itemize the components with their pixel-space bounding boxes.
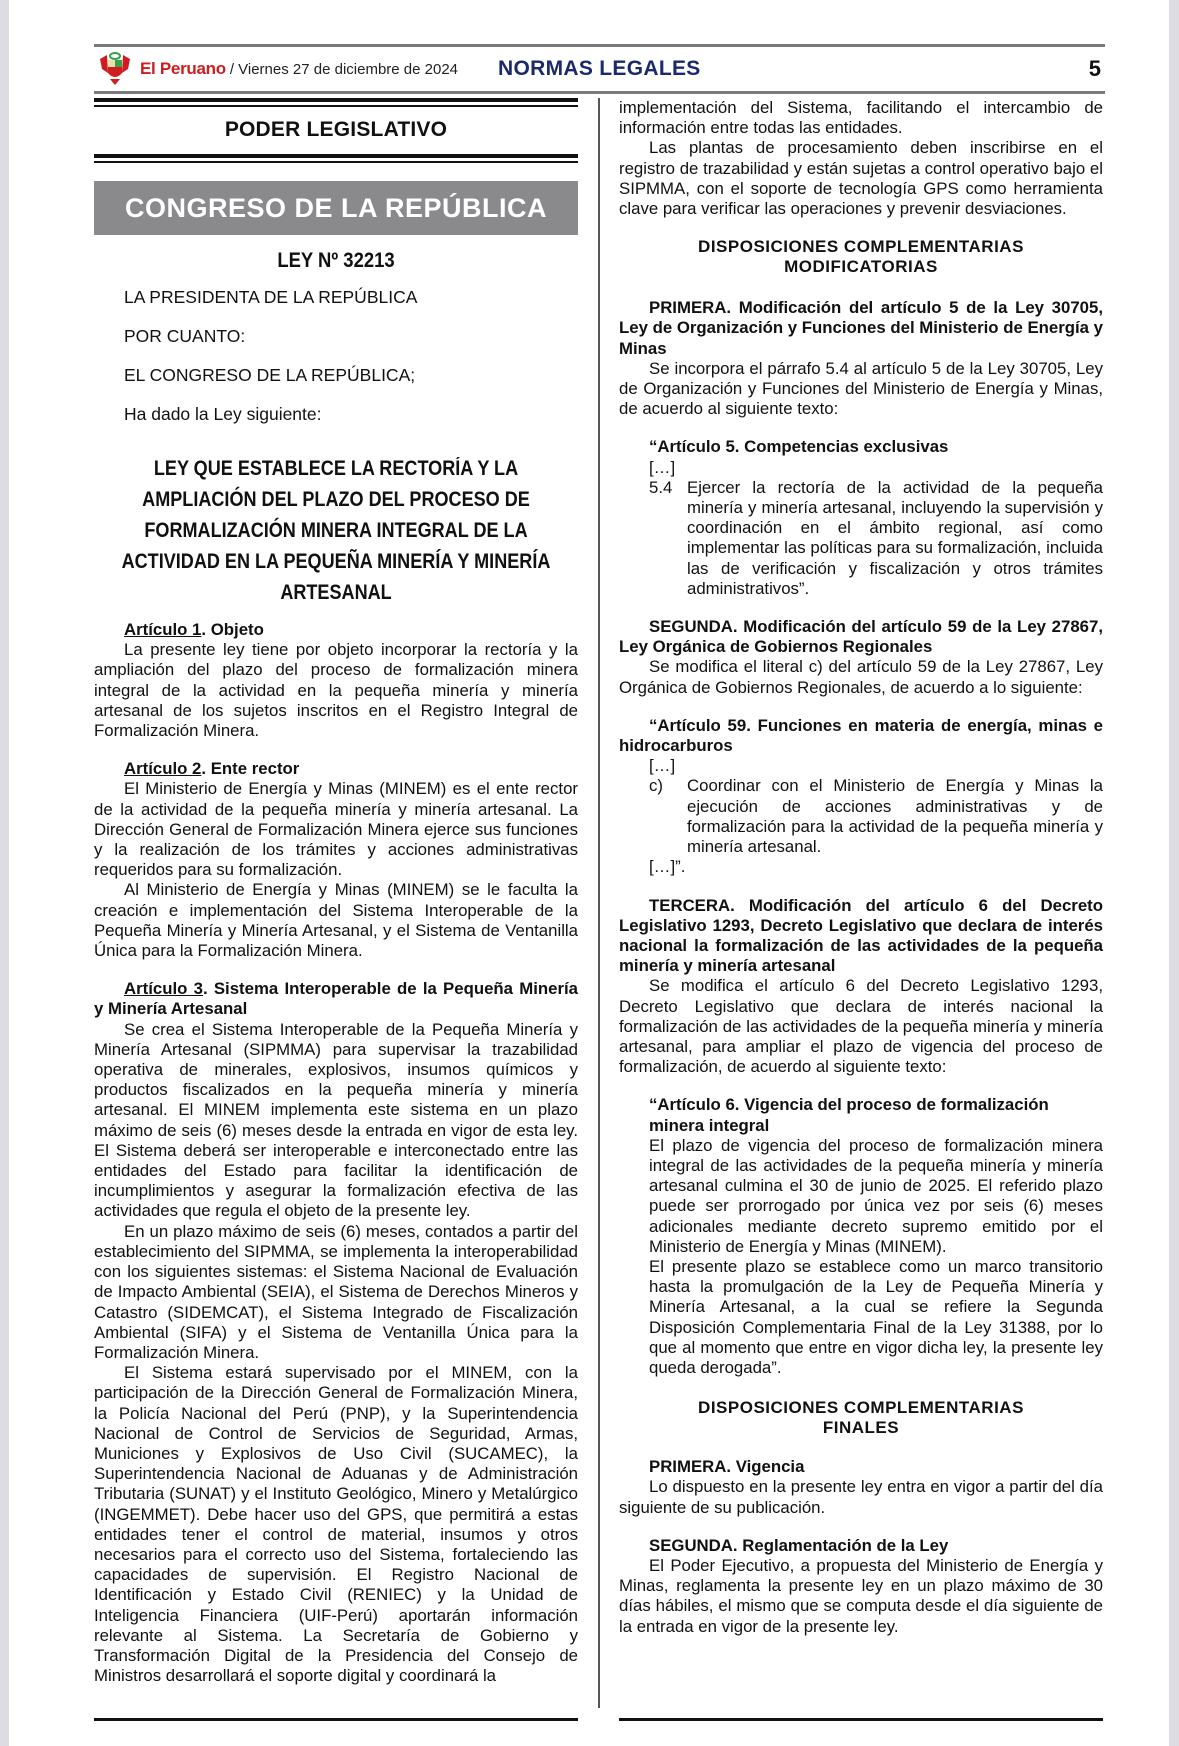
segunda-modificatoria-heading: SEGUNDA. Modificación del artículo 59 de la Ley 27867, Ley Orgánica de Gobiernos Regionales: [619, 617, 1103, 657]
article-2-title: . Ente rector: [201, 759, 300, 779]
quote-paragraph: El presente plazo se establece como un marco transitorio hasta la promulgación de la Ley de Pequeña Minería y Minería Artesanal, a la cual se refiere la Segunda Disposición Complementaria Final de la Ley 31388, por lo que al momento que entre en vigor dicha ley, la presente ley queda derogada”.: [649, 1256, 1103, 1377]
closing-ellipsis: […]”.: [649, 857, 686, 877]
article-2-paragraph: El Ministerio de Energía y Minas (MINEM) es el ente rector de la actividad de la pequeña minería y minería artesanal. La Dirección General de Formalización Minera ejerce sus funciones y la realización de los trámites y acciones administrativas requeridos para su formalización.: [94, 779, 578, 880]
ellipsis: […]: [649, 756, 676, 776]
heading-line: MODIFICATORIAS: [784, 256, 938, 276]
primera-final-heading: PRIMERA. Vigencia: [649, 1457, 805, 1477]
article-3-paragraph: Se crea el Sistema Interoperable de la Pequeña Minería y Minería Artesanal (SIPMMA) para supervisar la trazabilidad operativa de minerales, explosivos, insumos químicos y productos fiscalizados en la pequeña minería y minería artesanal. El MINEM implementa este sistema en un plazo máximo de seis (6) meses desde la entrada en vigor de esta ley. El Sistema deberá ser interoperable e interconectado entre las entidades del Estado para facilitar la identificación de incumplimientos y asegurar la formalización efectiva de las actividades que regula el objeto de la presente ley.: [94, 1019, 578, 1221]
bottom-rule: [619, 1718, 1103, 1721]
heading-line: DISPOSICIONES COMPLEMENTARIAS: [698, 1398, 1024, 1418]
page-edge-left: [0, 0, 9, 1746]
segunda-final-heading: SEGUNDA. Reglamentación de la Ley: [649, 1535, 949, 1555]
quote-title: “Artículo 6. Vigencia del proceso de formalización minera integral: [649, 1095, 1049, 1135]
paragraph: Lo dispuesto en la presente ley entra en vigor a partir del día siguiente de su publicación.: [619, 1477, 1103, 1517]
quoted-article-6: [649, 1095, 1103, 1378]
preamble-line: LA PRESIDENTA DE LA REPÚBLICA: [124, 287, 418, 307]
bottom-rule: [94, 1718, 578, 1721]
heading-line: FINALES: [822, 1417, 900, 1437]
article-3-label: Artículo 3: [124, 979, 203, 999]
ellipsis: […]: [649, 457, 676, 477]
masthead: [94, 44, 1105, 94]
right-column: [619, 98, 1103, 1637]
rule: [94, 154, 578, 163]
item-text: Coordinar con el Ministerio de Energía y Minas la ejecución de acciones administrativas y de formalización para la actividad de la pequeña minería y minería artesanal.: [687, 776, 1103, 857]
disposiciones-modificatorias-heading: [619, 237, 1103, 276]
paragraph: Se incorpora el párrafo 5.4 al artículo 5 de la Ley 30705, Ley de Organización y Funciones del Ministerio de Energía y Minas, de acuerdo al siguiente texto:: [619, 358, 1103, 419]
article-2-label: Artículo 2: [124, 759, 202, 779]
article-1-label: Artículo 1: [124, 620, 202, 639]
article-1-heading: [94, 620, 578, 640]
page-edge-right: [1169, 0, 1179, 1746]
continued-paragraph: implementación del Sistema, facilitando el intercambio de información entre todas las entidades.: [619, 98, 1103, 138]
section-title: NORMAS LEGALES: [498, 57, 701, 80]
paragraph: Se modifica el literal c) del artículo 59 de la Ley 27867, Ley Orgánica de Gobiernos Regionales, de acuerdo a lo siguiente:: [619, 657, 1103, 697]
quote-paragraph: El plazo de vigencia del proceso de formalización minera integral de las actividades de la pequeña minería y minería artesanal culmina el 30 de junio de 2025. El referido plazo puede ser prorrogado por única vez por seis (6) meses adicionales mediante decreto supremo emitido por el Ministerio de Energía y Minas (MINEM).: [649, 1135, 1103, 1256]
page-number: 5: [1088, 56, 1101, 81]
list-item: [649, 478, 1103, 599]
article-3-heading: [94, 979, 578, 1019]
tercera-modificatoria-heading: TERCERA. Modificación del artículo 6 del Decreto Legislativo 1293, Decreto Legislativo que declara de interés nacional la formalización de las actividades de la pequeña minería y minería artesanal: [619, 895, 1103, 976]
quoted-article-59: [649, 756, 1103, 877]
article-2-paragraph: Al Ministerio de Energía y Minas (MINEM) se le faculta la creación e implementación del Sistema Interoperable de la Pequeña Minería y Minería Artesanal, y el Sistema de Ventanilla Única para la Formalización Minera.: [94, 880, 578, 961]
disposiciones-finales-heading: [619, 1398, 1103, 1437]
institution-band: CONGRESO DE LA REPÚBLICA: [94, 181, 578, 235]
list-item: [649, 776, 1103, 857]
issue-date: / Viernes 27 de diciembre de 2024: [229, 60, 459, 78]
heading-line: DISPOSICIONES COMPLEMENTARIAS: [698, 237, 1024, 257]
article-2-heading: [94, 759, 578, 779]
law-title: LEY QUE ESTABLECE LA RECTORÍA Y LA AMPLIACIÓN DEL PLAZO DEL PROCESO DE FORMALIZACIÓN MINERA INTEGRAL DE LA ACTIVIDAD EN LA PEQUEÑA MINERÍA Y MINERÍA ARTESANAL: [121, 457, 551, 604]
preamble-line: Ha dado la Ley siguiente:: [124, 404, 322, 424]
peru-coat-of-arms-icon: [98, 51, 132, 87]
item-text: Ejercer la rectoría de la actividad de la pequeña minería y minería artesanal, incluyendo la supervisión y coordinación en el ámbito regional, así como implementar las políticas para su formalización, incluida las de verificación y fiscalización y otros trámites administrativos”.: [687, 477, 1103, 598]
paragraph: Las plantas de procesamiento deben inscribirse en el registro de trazabilidad y están sujetas a control operativo bajo el SIPMMA, con el soporte de tecnología GPS como herramienta clave para verificar las operaciones y prevenir desviaciones.: [619, 138, 1103, 219]
rule: [94, 98, 578, 107]
article-3-paragraph: El Sistema estará supervisado por el MINEM, con la participación de la Dirección General de Formalización Minera, la Policía Nacional del Perú (PNP), y la Superintendencia Nacional de Control de Servicios de Seguridad, Armas, Municiones y Explosivos de Uso Civil (SUCAMEC), la Superintendencia Nacional de Aduanas y de Administración Tributaria (SUNAT) y el Instituto Geológico, Minero y Metalúrgico (INGEMMET). Debe hacer uso del GPS, que permitirá a estas entidades tener el control de material, insumos y otros necesarios para el correcto uso del Sistema, fortaleciendo las capacidades de supervisión. El Registro Nacional de Identificación y Estado Civil (RENIEC) y la Unidad de Inteligencia Financiera (UIF-Perú) aportarán información relevante al Sistema. La Secretaría de Gobierno y Transformación Digital de la Presidencia del Consejo de Ministros desarrollará el soporte digital y coordinará la: [94, 1363, 578, 1686]
quoted-article-5: [649, 437, 1103, 599]
branch-heading: PODER LEGISLATIVO: [224, 118, 448, 141]
column-divider: [598, 98, 600, 1708]
item-number: c): [649, 776, 663, 796]
paragraph: El Poder Ejecutivo, a propuesta del Ministerio de Energía y Minas, reglamenta la presente ley en un plazo máximo de 30 días hábiles, el mismo que se computa desde el día siguiente de la entrada en vigor de la presente ley.: [619, 1555, 1103, 1636]
paragraph: Se modifica el artículo 6 del Decreto Legislativo 1293, Decreto Legislativo que declara de interés nacional la formalización de las actividades de la pequeña minería y minería artesanal, para ampliar el plazo de vigencia del proceso de formalización, de acuerdo al siguiente texto:: [619, 976, 1103, 1077]
article-1-title: . Objeto: [201, 620, 264, 639]
quote-title: “Artículo 59. Funciones en materia de energía, minas e hidrocarburos: [619, 715, 1103, 756]
left-column: [94, 98, 578, 1686]
primera-modificatoria-heading: PRIMERA. Modificación del artículo 5 de la Ley 30705, Ley de Organización y Funciones del Ministerio de Energía y Minas: [619, 298, 1103, 358]
newspaper-brand: El Peruano: [140, 59, 226, 78]
law-number: LEY Nº 32213: [277, 249, 395, 272]
article-1-paragraph: La presente ley tiene por objeto incorporar la rectoría y la ampliación del plazo del proceso de formalización minera integral de la actividad en la pequeña minería y minería artesanal de los sujetos inscritos en el Registro Integral de Formalización Minera.: [94, 640, 578, 741]
item-number: 5.4: [649, 477, 673, 497]
article-3-paragraph: En un plazo máximo de seis (6) meses, contados a partir del establecimiento del SIPMMA, se implementa la interoperabilidad con los siguientes sistemas: el Sistema Nacional de Evaluación de Impacto Ambiental (SEIA), el Sistema de Derechos Mineros y Catastro (SIDEMCAT), el Sistema Integrado de Fiscalización Ambiental (SIFA) y el Sistema de Ventanilla Única para la Formalización Minera.: [94, 1221, 578, 1362]
preamble-line: EL CONGRESO DE LA REPÚBLICA;: [124, 365, 416, 385]
article-3-title: . Sistema Interoperable de la Pequeña Minería y Minería Artesanal: [94, 979, 578, 1019]
quote-title: “Artículo 5. Competencias exclusivas: [649, 437, 949, 457]
preamble-line: POR CUANTO:: [124, 326, 246, 346]
